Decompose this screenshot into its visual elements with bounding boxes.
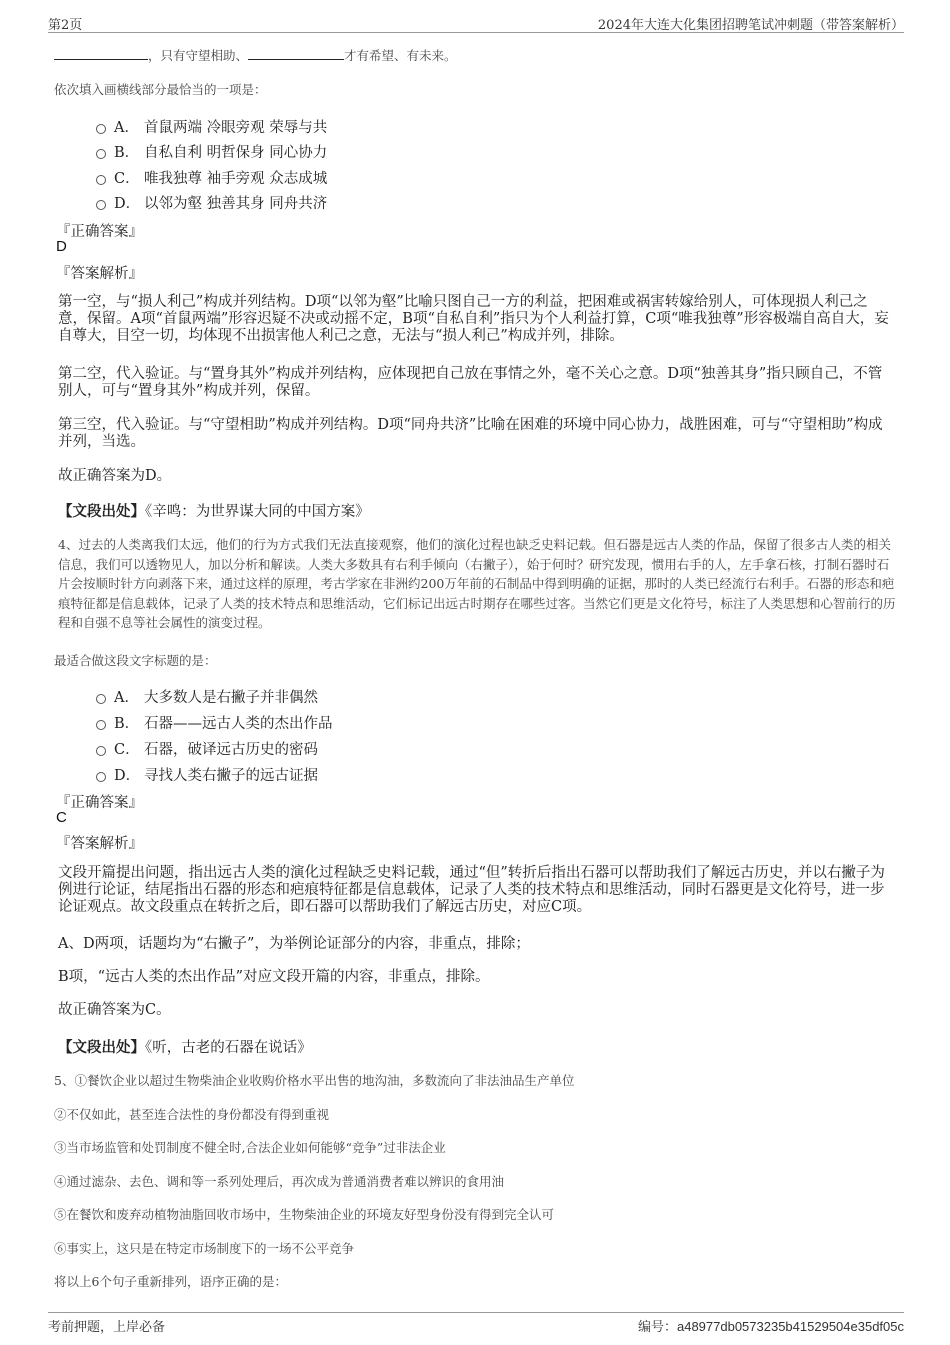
footer-slogan: 考前押题，上岸必备 (48, 1320, 166, 1335)
radio-icon[interactable] (96, 200, 106, 210)
q3-prompt: 依次填入画横线部分最恰当的一项是： (54, 82, 267, 97)
q4-answer-label: 『正确答案』 (56, 795, 143, 811)
fill-blank-2 (248, 47, 344, 60)
q4-option-d[interactable] (96, 764, 318, 786)
source-title: 《辛鸣：为世界谋大同的中国方案》 (145, 504, 370, 520)
q4-option-a[interactable] (96, 686, 318, 708)
q4-text: 4、过去的人类离我们太远，他们的行为方式我们无法直接观察，他们的演化过程也缺乏史料记载。但石器是远古人类的作品，保留了很多古人类的相关信息，我们可以透物见人，加以分析和解读。人类大多数具有右利手倾向（右撇子），始于何时？研究发现，惯用右手的人，左手拿石核，打制石器时石片会按顺时针方向剥落下来，通过这样的原理，考古学家在非洲约200万年前的石制品中得到明确的证据，那时的人类已经流行右利手。石器的形态和疤痕特征都是信息载体，记录了人类的技术特点和思维活动，它们标记出远古时期存在哪些过客。当然它们更是文化符号，标注了人类思想和心智前行的历程和自强不息等社会属性的演变过程。 (58, 537, 896, 630)
q3-analysis-label: 『答案解析』 (56, 266, 143, 282)
q3-analysis-1: 第一空，与“损人利己”构成并列结构。D项“以邻为壑”比喻只图自己一方的利益，把困难或祸害转嫁给别人，可体现损人利己之意，保留。A项“首鼠两端”形容迟疑不决或动摇不定，B项“自私自利”指只为个人利益打算，C项“唯我独尊”形容极端自高自大，妄自尊大，目空一切，均体现不出损害他人利己之意，无法与“损人利己”构成并列，排除。 (58, 294, 889, 344)
q4-analysis-4: 故正确答案为C。 (58, 1002, 171, 1018)
q4-analysis-label: 『答案解析』 (56, 836, 143, 852)
fill-blank-1 (54, 47, 148, 60)
option-letter: D． (114, 196, 141, 212)
q3-option-c[interactable] (96, 167, 327, 189)
option-letter: B． (114, 145, 140, 161)
option-letter: A． (114, 690, 139, 706)
q3-analysis-2: 第二空，代入验证。与“置身其外”构成并列结构，应体现把自己放在事情之外，毫不关心之意。D项“独善其身”指只顾自己，不管别人，可与“置身其外”构成并列，保留。 (58, 366, 883, 399)
q4-analysis-2: A、D两项，话题均为“右撇子”，为举例论证部分的内容，非重点，排除； (58, 936, 530, 952)
q4-prompt: 最适合做这段文字标题的是： (54, 653, 217, 668)
q3-source (58, 500, 370, 521)
q3-stem-middle: ，只有守望相助、 (148, 48, 249, 63)
q4-option-c[interactable] (96, 738, 318, 760)
code-value: a48977db0573235b41529504e35df05c (676, 1319, 904, 1334)
option-letter: C． (114, 171, 140, 187)
document-title: 2024年大连大化集团招聘笔试冲刺题（带答案解析） (597, 18, 904, 33)
q3-stem (54, 46, 457, 64)
q5-sentence-6: ⑥事实上，这只是在特定市场制度下的一场不公平竞争 (54, 1241, 355, 1256)
option-letter: C． (114, 742, 140, 758)
radio-icon[interactable] (96, 746, 106, 756)
q5-sentence-5: ⑤在餐饮和废弃动植物油脂回收市场中，生物柴油企业的环境友好型身份没有得到完全认可 (54, 1207, 555, 1222)
option-text: 石器，破译远古历史的密码 (144, 742, 318, 758)
option-text: 寻找人类右撇子的远古证据 (144, 768, 318, 784)
radio-icon[interactable] (96, 124, 106, 134)
page-footer (48, 1312, 904, 1337)
option-letter: A． (114, 120, 139, 136)
option-text: 首鼠两端 冷眼旁观 荣辱与共 (144, 120, 328, 136)
q3-answer-label: 『正确答案』 (56, 224, 143, 240)
q5-sentence-1: 5、①餐饮企业以超过生物柴油企业收购价格水平出售的地沟油，多数流向了非法油品生产单位 (54, 1073, 575, 1088)
option-text: 唯我独尊 袖手旁观 众志成城 (144, 171, 328, 187)
radio-icon[interactable] (96, 149, 106, 159)
option-text: 以邻为壑 独善其身 同舟共济 (144, 196, 328, 212)
q4-answer: C (56, 809, 67, 826)
code-label: 编号： (637, 1320, 677, 1335)
q3-option-a[interactable] (96, 116, 327, 138)
q4-source (58, 1036, 312, 1057)
source-label: 【文段出处】 (58, 503, 145, 520)
q3-answer: D (56, 238, 67, 255)
q4-analysis-1: 文段开篇提出问题，指出远古人类的演化过程缺乏史料记载，通过“但”转折后指出石器可以帮助我们了解远古历史，并以右撇子为例进行论证，结尾指出石器的形态和疤痕特征都是信息载体，记录了人类的技术特点和思维活动，同时石器更是文化符号，进一步论证观点。故文段重点在转折之后，即石器可以帮助我们了解远古历史，对应C项。 (58, 865, 885, 915)
q5-sentence-2: ②不仅如此，甚至连合法性的身份都没有得到重视 (54, 1107, 330, 1122)
q3-analysis-4: 故正确答案为D。 (58, 468, 172, 484)
option-letter: B． (114, 716, 140, 732)
radio-icon[interactable] (96, 175, 106, 185)
q5-sentence-4: ④通过滤杂、去色、调和等一系列处理后，再次成为普通消费者难以辨识的食用油 (54, 1174, 505, 1189)
q4-analysis-3: B项，“远古人类的杰出作品”对应文段开篇的内容，非重点，排除。 (58, 969, 490, 985)
source-label: 【文段出处】 (58, 1039, 145, 1056)
document-code (638, 1316, 904, 1335)
page-number: 第2页 (48, 18, 83, 33)
option-letter: D． (114, 768, 141, 784)
q3-stem-end: 才有希望、有未来。 (344, 48, 457, 63)
source-title: 《听，古老的石器在说话》 (145, 1040, 312, 1056)
radio-icon[interactable] (96, 720, 106, 730)
q5-sentence-3: ③当市场监管和处罚制度不健全时,合法企业如何能够“竞争”过非法企业 (54, 1140, 446, 1155)
option-text: 大多数人是右撇子并非偶然 (144, 690, 318, 706)
radio-icon[interactable] (96, 694, 106, 704)
q3-analysis-3: 第三空，代入验证。与“守望相助”构成并列结构。D项“同舟共济”比喻在困难的环境中同心协力，战胜困难，可与“守望相助”构成并列，当选。 (58, 417, 883, 450)
radio-icon[interactable] (96, 772, 106, 782)
option-text: 自私自利 明哲保身 同心协力 (144, 145, 328, 161)
q4-option-b[interactable] (96, 712, 333, 734)
q5-prompt: 将以上6个句子重新排列，语序正确的是： (54, 1274, 287, 1289)
q3-option-b[interactable] (96, 141, 327, 163)
q3-option-d[interactable] (96, 192, 327, 214)
page-header (48, 12, 904, 33)
option-text: 石器——远古人类的杰出作品 (144, 716, 333, 732)
